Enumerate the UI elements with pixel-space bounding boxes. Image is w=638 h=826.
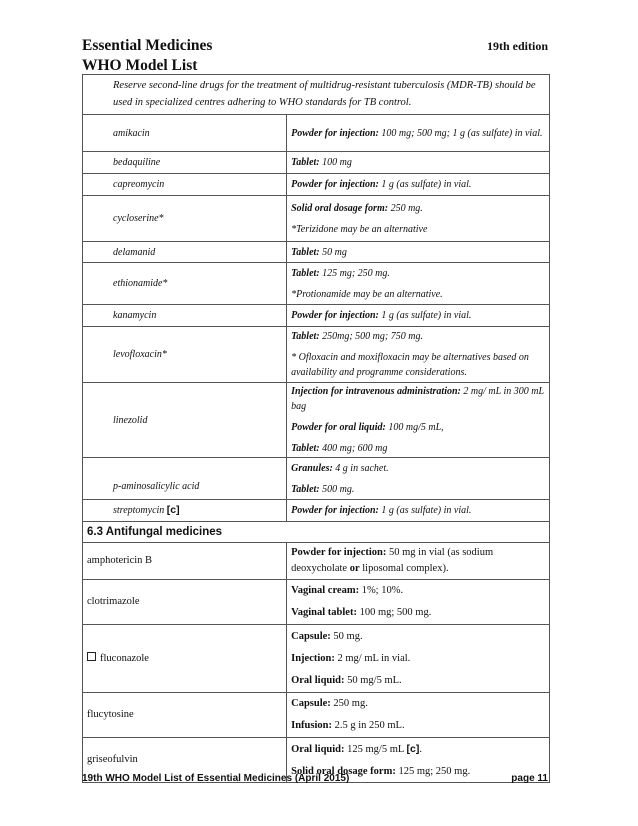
section-row (83, 522, 550, 543)
dosage-text: 1 g (as sulfate) in vial. (378, 505, 472, 516)
dosage-text: 2 mg/ mL in 300 mL bag (291, 386, 544, 412)
document-subtitle: WHO Model List (82, 57, 198, 74)
children-badge: [c] (406, 742, 420, 755)
dosage-text: 100 mg; 500 mg. (356, 607, 432, 618)
form-label: Tablet: (291, 246, 320, 258)
form-label: Vaginal tablet: (291, 607, 357, 618)
table-row (83, 625, 550, 693)
medicine-name: capreomycin (113, 179, 165, 190)
form-label: Powder for injection: (291, 179, 379, 190)
table-row (83, 543, 550, 580)
table-row (83, 174, 550, 196)
medicine-name: cycloserine* (113, 213, 164, 224)
medicine-name: clotrimazole (87, 596, 140, 607)
form-label: Vaginal cream: (291, 585, 360, 596)
table-row (83, 580, 550, 625)
table-row (83, 383, 550, 458)
dosage-text: 100 mg/5 mL, (385, 422, 444, 433)
medicine-name: amikacin (113, 127, 150, 139)
dosage-text: 1 g (as sulfate) in vial. (378, 179, 472, 190)
form-label: Tablet: (291, 157, 320, 168)
dosage-text: 250 mg. (388, 202, 423, 214)
medicine-name: ethionamide* (113, 278, 168, 289)
form-label: Tablet: (291, 331, 320, 342)
form-label: Injection for intravenous administration: (291, 386, 461, 397)
table-row (83, 305, 550, 327)
medicine-name: linezolid (113, 414, 148, 426)
medicine-name: amphotericin B (87, 555, 153, 566)
dosage-text: 50 mg (319, 246, 347, 258)
medicine-name: fluconazole (100, 652, 149, 664)
dosage-text: 2.5 g in 250 mL. (331, 720, 405, 731)
form-label: Powder for injection: (291, 547, 387, 558)
medicine-name: delamanid (113, 246, 156, 258)
form-label: Capsule: (291, 630, 331, 642)
form-label: Powder for oral liquid: (291, 422, 386, 433)
form-label: Oral liquid: (291, 743, 345, 755)
children-badge: [c] (166, 504, 180, 516)
medicine-name: flucytosine (87, 709, 134, 720)
table-row (83, 458, 550, 500)
form-label: Injection: (291, 652, 335, 664)
dosage-text: 125 mg; 250 mg. (319, 267, 390, 279)
dosage-text: 2 mg/ mL in vial. (334, 652, 411, 664)
dosage-text: 250 mg. (330, 698, 368, 709)
dosage-text: 250mg; 500 mg; 750 mg. (319, 331, 423, 342)
medicine-name: streptomycin (113, 505, 165, 516)
table-row (83, 152, 550, 174)
footnote-text: *Terizidone may be an alternative (291, 223, 428, 235)
form-label: Powder for injection: (291, 127, 379, 139)
form-label: Capsule: (291, 698, 331, 709)
dosage-text: 500 mg. (319, 483, 355, 495)
table-row (83, 115, 550, 152)
dosage-text: liposomal complex). (359, 563, 449, 574)
form-label: Tablet: (291, 443, 320, 454)
footnote-text: *Protionamide may be an alternative. (291, 288, 443, 300)
medicine-name: p-aminosalicylic acid (113, 481, 200, 492)
dosage-text: 4 g in sachet. (332, 462, 389, 474)
dosage-text: 50 mg/5 mL. (344, 674, 402, 686)
dosage-text: 125 mg/5 mL (344, 743, 407, 755)
table-row (83, 242, 550, 263)
intro-note: Reserve second-line drugs for the treatment of multidrug-resistant tuberculosis (MDR-TB) should be used in specialized centres adhering to WHO standards for TB control. (83, 75, 550, 115)
form-label: Powder for injection: (291, 310, 379, 321)
table-row (83, 500, 550, 522)
table-row (83, 693, 550, 738)
table-row (83, 327, 550, 383)
intro-row (83, 75, 550, 115)
edition-label: 19th edition (486, 39, 548, 53)
medicines-table (82, 74, 550, 783)
or-label: or (349, 563, 360, 574)
form-label: Oral liquid: (291, 674, 345, 686)
form-label: Powder for injection: (291, 505, 379, 516)
dosage-text: 400 mg; 600 mg (319, 443, 388, 454)
medicine-name: griseofulvin (87, 754, 138, 765)
footer-title: 19th WHO Model List of Essential Medicines (April 2015) (82, 773, 350, 784)
medicine-name: bedaquiline (113, 157, 161, 168)
checkbox-icon (87, 652, 96, 661)
form-label: Tablet: (291, 267, 320, 279)
table-row (83, 263, 550, 305)
dosage-text: 125 mg; 250 mg. (395, 765, 471, 777)
dosage-text: 1 g (as sulfate) in vial. (378, 310, 472, 321)
page-number: page 11 (511, 773, 548, 784)
footnote-text: * Ofloxacin and moxifloxacin may be alternatives based on availability and programme considerations. (291, 352, 529, 378)
document-title: Essential Medicines (82, 37, 213, 54)
form-label: Solid oral dosage form: (291, 202, 389, 214)
table-row (83, 196, 550, 242)
form-label: Tablet: (291, 483, 320, 495)
dosage-text: 100 mg (319, 157, 352, 168)
form-label: Solid oral dosage form: (291, 765, 396, 777)
dosage-text: 1%; 10%. (359, 585, 404, 596)
dosage-text: 100 mg; 500 mg; 1 g (as sulfate) in vial. (378, 127, 543, 139)
dosage-text: 50 mg. (330, 630, 363, 642)
dosage-text: 50 mg in vial (as sodium deoxycholate (291, 547, 494, 574)
medicine-name: kanamycin (113, 310, 157, 321)
medicine-name: levofloxacin* (113, 349, 167, 360)
form-label: Infusion: (291, 720, 332, 731)
form-label: Granules: (291, 462, 333, 474)
dosage-text: . (419, 743, 422, 755)
section-heading: 6.3 Antifungal medicines (83, 522, 550, 543)
